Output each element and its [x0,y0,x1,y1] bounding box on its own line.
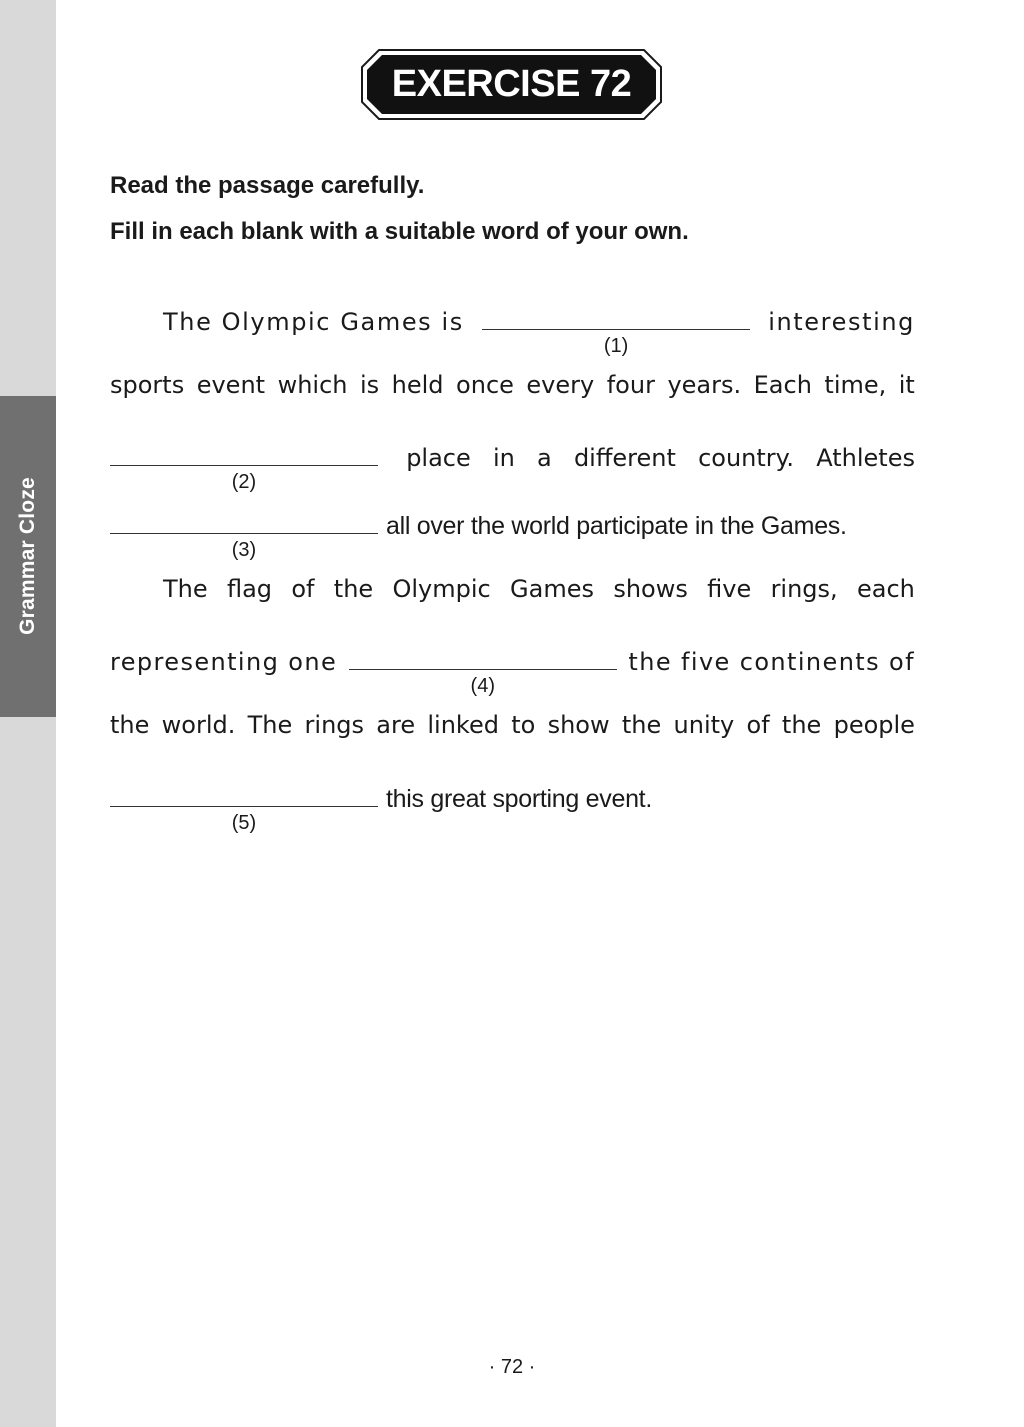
passage-line-8 [110,778,915,834]
title-badge [361,49,662,120]
passage-word: a [537,444,552,472]
passage-word: country. [698,444,795,472]
blank-5[interactable] [110,778,378,834]
passage-word: linked [427,711,499,739]
passage-word: four [606,371,655,399]
passage-text: this great sporting event. [386,785,652,813]
passage-word: people [833,711,915,739]
passage-word: the [333,575,374,603]
passage-line-6 [110,641,915,697]
instruction-read: Read the passage carefully. [110,172,425,199]
passage-word: flag [226,575,273,603]
passage-word: the [781,711,822,739]
passage-word: sports [110,371,185,399]
passage-word: years. [667,371,742,399]
passage-word: event [196,371,266,399]
passage-word: in [492,444,515,472]
passage-text: interesting [768,308,915,336]
passage-word: are [376,711,416,739]
passage-word: held [391,371,444,399]
passage-word: The [163,575,208,603]
passage-word: Athletes [816,444,915,472]
passage-word: The [247,711,293,739]
blank-number: (4) [470,675,495,697]
passage-word: five [707,575,752,603]
passage-word: Each [753,371,812,399]
passage-text: all over the world participate in the Games. [386,512,847,540]
passage-word: which [277,371,348,399]
blank-3[interactable] [110,505,378,561]
blank-number: (3) [231,539,257,561]
passage-line-5 [163,573,915,605]
passage-word: each [857,575,915,603]
page-number: · 72 · [488,1356,536,1378]
passage-word: place [406,444,471,472]
blank-1[interactable] [482,301,750,357]
passage-word: it [898,371,915,399]
passage-word: show [547,711,610,739]
blank-4[interactable] [349,641,617,697]
section-tab-label: Grammar Cloze [16,477,39,635]
passage-word: time, [824,371,887,399]
blank-number: (1) [603,335,629,357]
instruction-fill: Fill in each blank with a suitable word of your own. [110,218,689,245]
passage-word: is [359,371,380,399]
passage-word: once [456,371,514,399]
passage-text: representing one [110,648,338,676]
passage-text: the five continents of [628,648,915,676]
passage-word: rings, [770,575,838,603]
passage-text: The Olympic Games is [163,308,464,336]
blank-2[interactable] [110,437,378,493]
passage-word: different [573,444,676,472]
passage-line-4 [110,505,915,561]
passage-word: of [291,575,315,603]
passage-line-3 [110,437,915,493]
passage-word: the [621,711,662,739]
passage-word: of [746,711,770,739]
passage-line-2 [110,369,915,401]
passage-word: rings [304,711,365,739]
blank-number: (5) [231,812,257,834]
page-title: EXERCISE 72 [391,63,632,105]
passage-line-1 [163,301,915,357]
passage-word: unity [673,711,735,739]
passage-word: shows [613,575,688,603]
passage-word: the [110,711,150,739]
passage-line-7 [110,709,915,741]
passage-word: every [526,371,595,399]
passage-word: Olympic [392,575,491,603]
blank-number: (2) [231,471,257,493]
passage-word: world. [161,711,236,739]
passage-word: Games [510,575,594,603]
passage-word: to [511,711,536,739]
